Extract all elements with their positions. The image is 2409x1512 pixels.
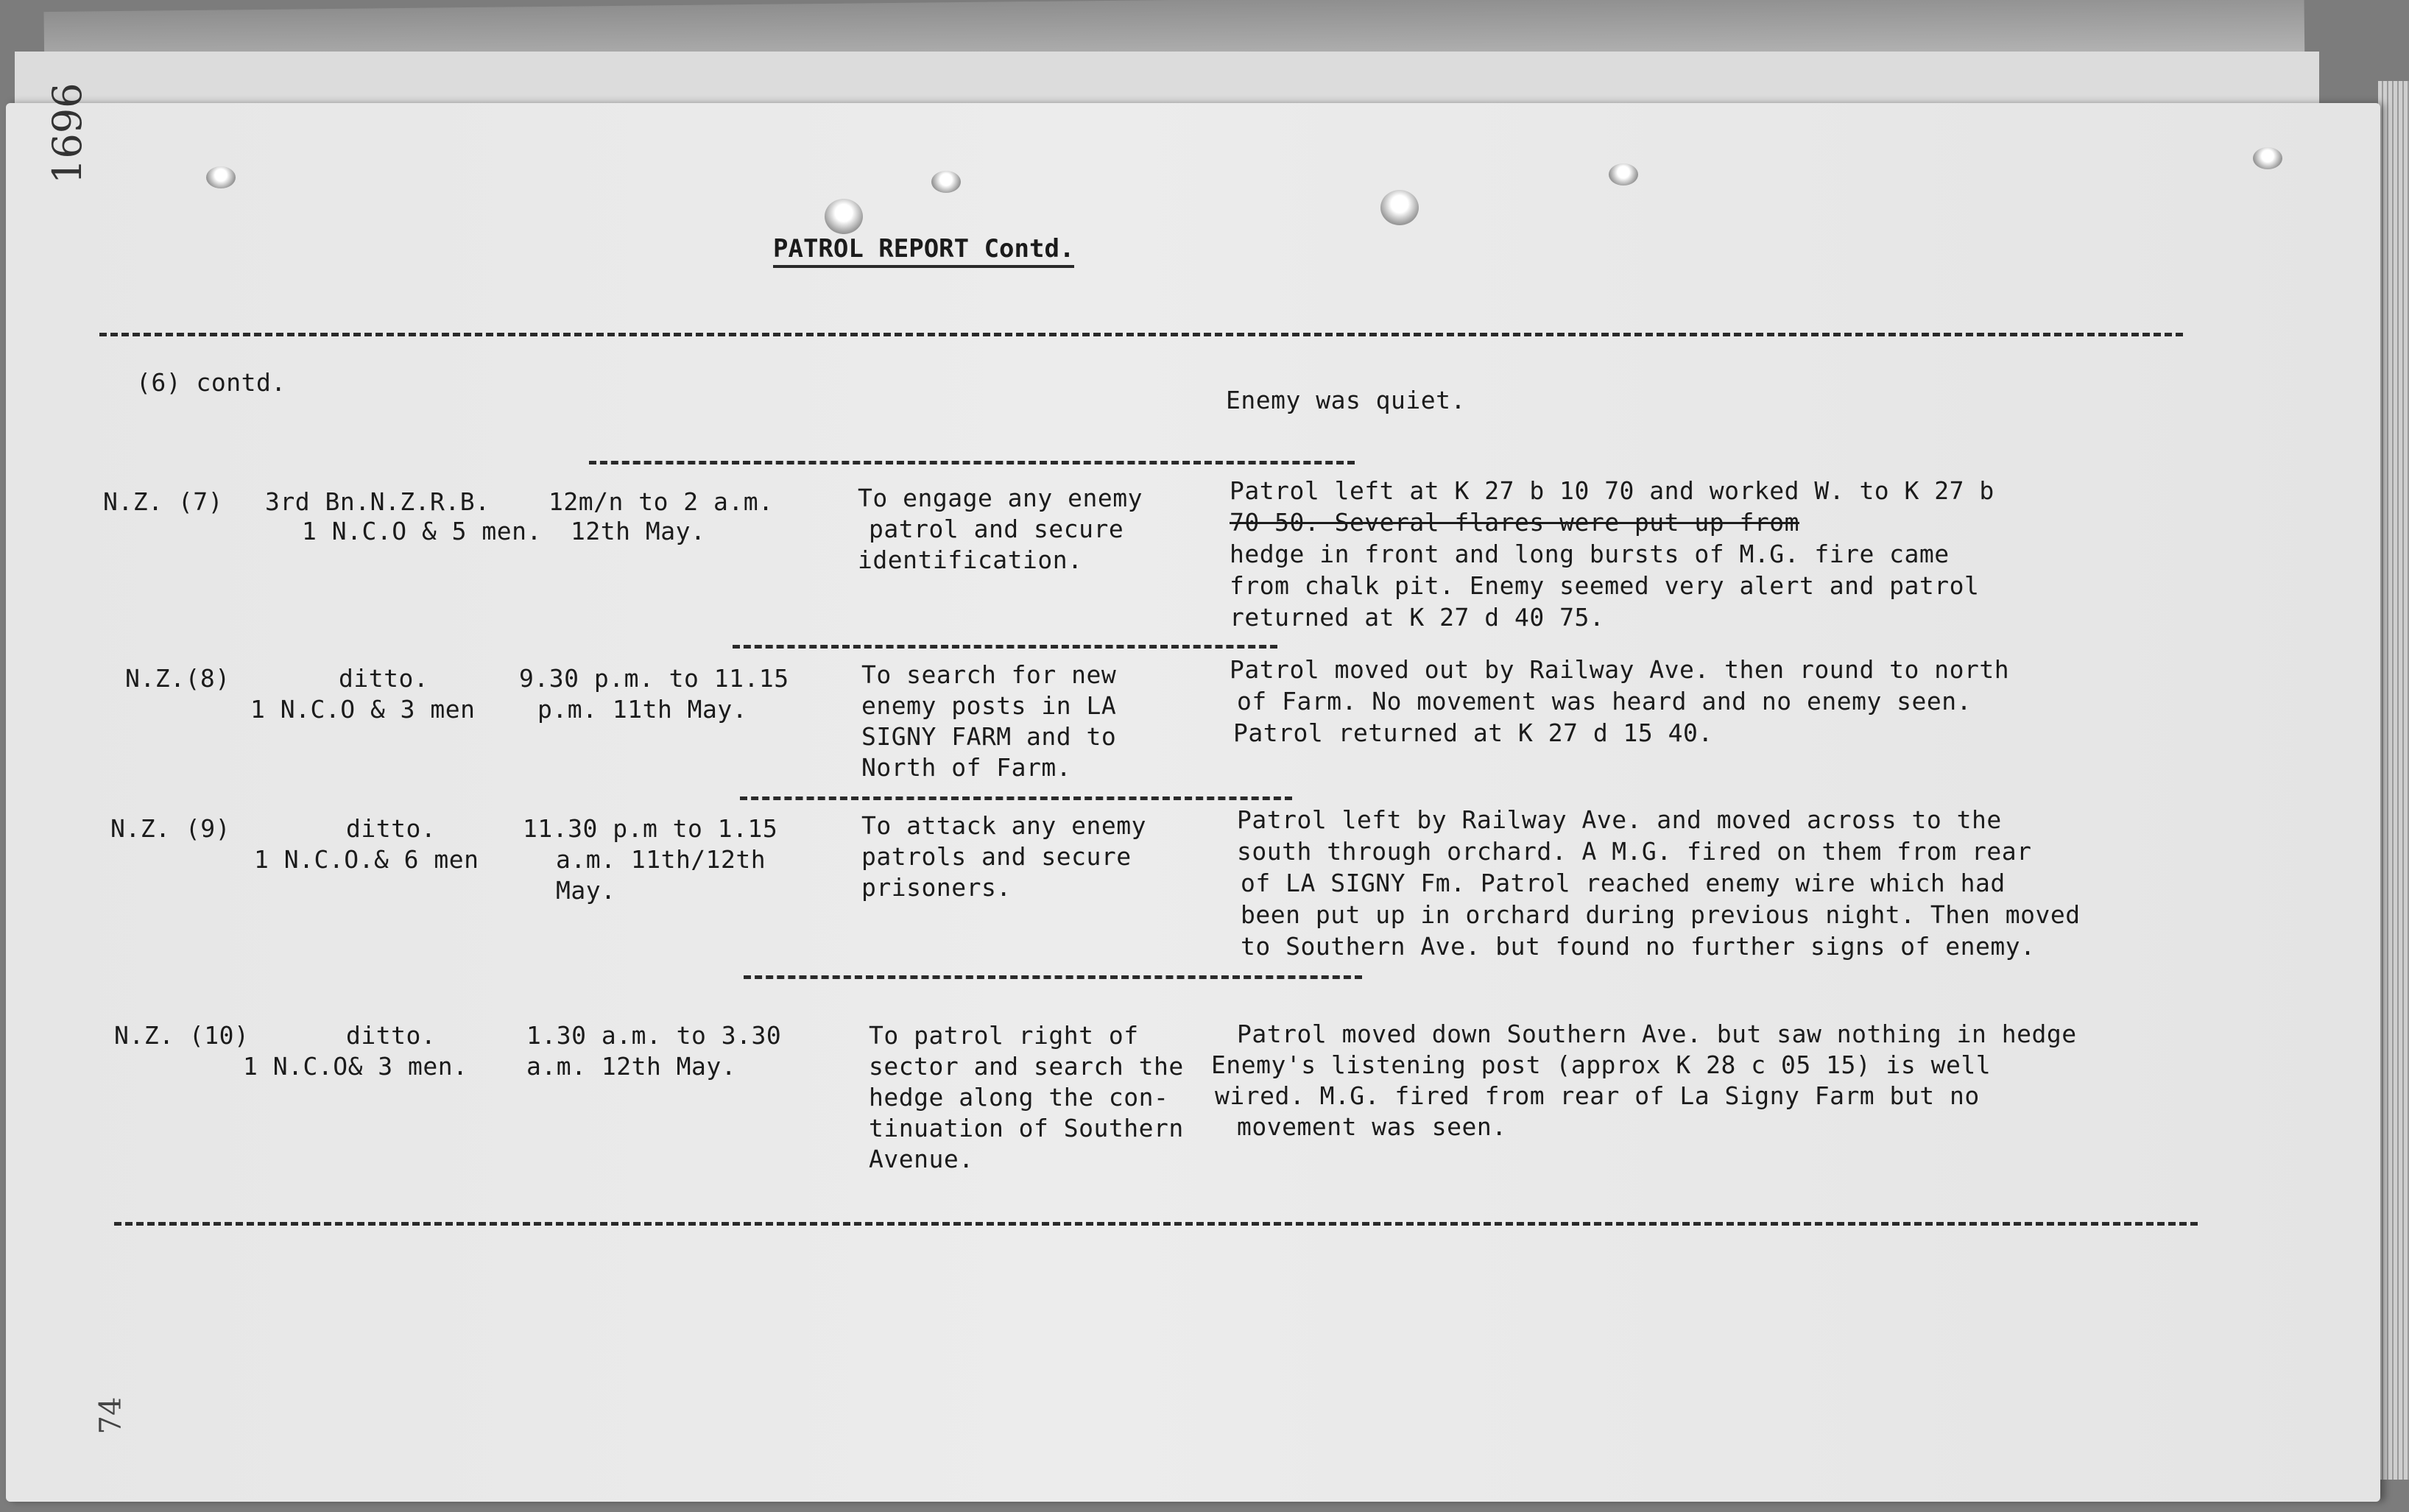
divider-line [740,796,1292,800]
entry-report: 70 50. Several flares were put up from [1230,508,1799,537]
entry-party: 3rd Bn.N.Z.R.B. [265,487,490,516]
page-title: PATROL REPORT Contd. [773,234,1074,268]
entry-time: 12th May. [571,517,706,545]
punch-hole [931,171,961,193]
entry-report: from chalk pit. Enemy seemed very alert and patrol [1230,571,1980,600]
entry-unit: N.Z. (7) [103,487,223,516]
entry-time: a.m. 12th May. [526,1052,737,1081]
page-stack-edge [2378,81,2409,1480]
entry-report: Patrol left by Railway Ave. and moved across to the [1237,805,2002,834]
divider-line [114,1222,2198,1226]
entry-time: p.m. 11th May. [537,695,748,724]
entry-time: May. [556,876,616,905]
entry-party: ditto. [339,664,429,693]
entry-report: Patrol moved out by Railway Ave. then round to north [1230,655,2010,684]
entry-report: Enemy's listening post (approx K 28 c 05 15) is well [1211,1050,1992,1079]
divider-line [744,975,1362,979]
entry-object: tinuation of Southern [869,1114,1184,1142]
punch-hole [2253,147,2282,169]
entry-object: hedge along the con- [869,1083,1169,1112]
header-left: (6) contd. [136,368,286,397]
punch-hole [206,166,236,188]
header-right: Enemy was quiet. [1226,386,1466,414]
punch-hole [1380,190,1419,225]
entry-time: 1.30 a.m. to 3.30 [526,1021,782,1050]
entry-party: ditto. [346,814,437,843]
entry-report: movement was seen. [1237,1112,1507,1141]
entry-time: 11.30 p.m to 1.15 [523,814,778,843]
folio-number: 1696 [44,82,91,184]
entry-report: hedge in front and long bursts of M.G. fire came [1230,540,1950,568]
entry-object: To attack any enemy [861,811,1146,840]
entry-object: prisoners. [861,873,1012,902]
entry-object: identification. [858,545,1083,574]
punch-hole [825,199,863,234]
entry-object: patrols and secure [861,842,1132,871]
entry-report: Patrol moved down Southern Ave. but saw nothing in hedge [1237,1020,2077,1048]
entry-object: North of Farm. [861,753,1072,782]
entry-object: To engage any enemy [858,484,1143,512]
page-mark: 74 [94,1396,128,1435]
entry-report: Patrol returned at K 27 d 15 40. [1233,718,1713,747]
entry-report: south through orchard. A M.G. fired on them from rear [1237,837,2032,866]
document-page [6,103,2380,1502]
divider-line [589,461,1355,464]
entry-object: sector and search the [869,1052,1184,1081]
entry-object: To patrol right of [869,1021,1139,1050]
divider-line [99,333,2183,336]
entry-unit: N.Z. (10) [114,1021,250,1050]
punch-hole [1609,163,1638,186]
entry-time: a.m. 11th/12th [556,845,766,874]
entry-report: to Southern Ave. but found no further signs of enemy. [1241,932,2036,961]
entry-unit: N.Z.(8) [125,664,230,693]
entry-report: of Farm. No movement was heard and no enemy seen. [1237,687,1972,716]
entry-party: ditto. [346,1021,437,1050]
entry-object: To search for new [861,660,1117,689]
entry-object: SIGNY FARM and to [861,722,1117,751]
entry-party: 1 N.C.O& 3 men. [243,1052,468,1081]
entry-report: returned at K 27 d 40 75. [1230,603,1605,632]
entry-object: enemy posts in LA [861,691,1117,720]
entry-unit: N.Z. (9) [110,814,230,843]
divider-line [733,645,1277,649]
entry-party: 1 N.C.O & 5 men. [302,517,542,545]
entry-object: patrol and secure [869,515,1124,543]
entry-time: 12m/n to 2 a.m. [549,487,774,516]
entry-report: been put up in orchard during previous night. Then moved [1241,900,2081,929]
entry-party: 1 N.C.O.& 6 men [254,845,479,874]
entry-object: Avenue. [869,1145,974,1173]
entry-report: Patrol left at K 27 b 10 70 and worked W. to K 27 b [1230,476,1994,505]
entry-party: 1 N.C.O & 3 men [250,695,476,724]
entry-time: 9.30 p.m. to 11.15 [519,664,789,693]
entry-report: of LA SIGNY Fm. Patrol reached enemy wire which had [1241,869,2006,897]
entry-report: wired. M.G. fired from rear of La Signy Farm but no [1215,1081,1980,1110]
